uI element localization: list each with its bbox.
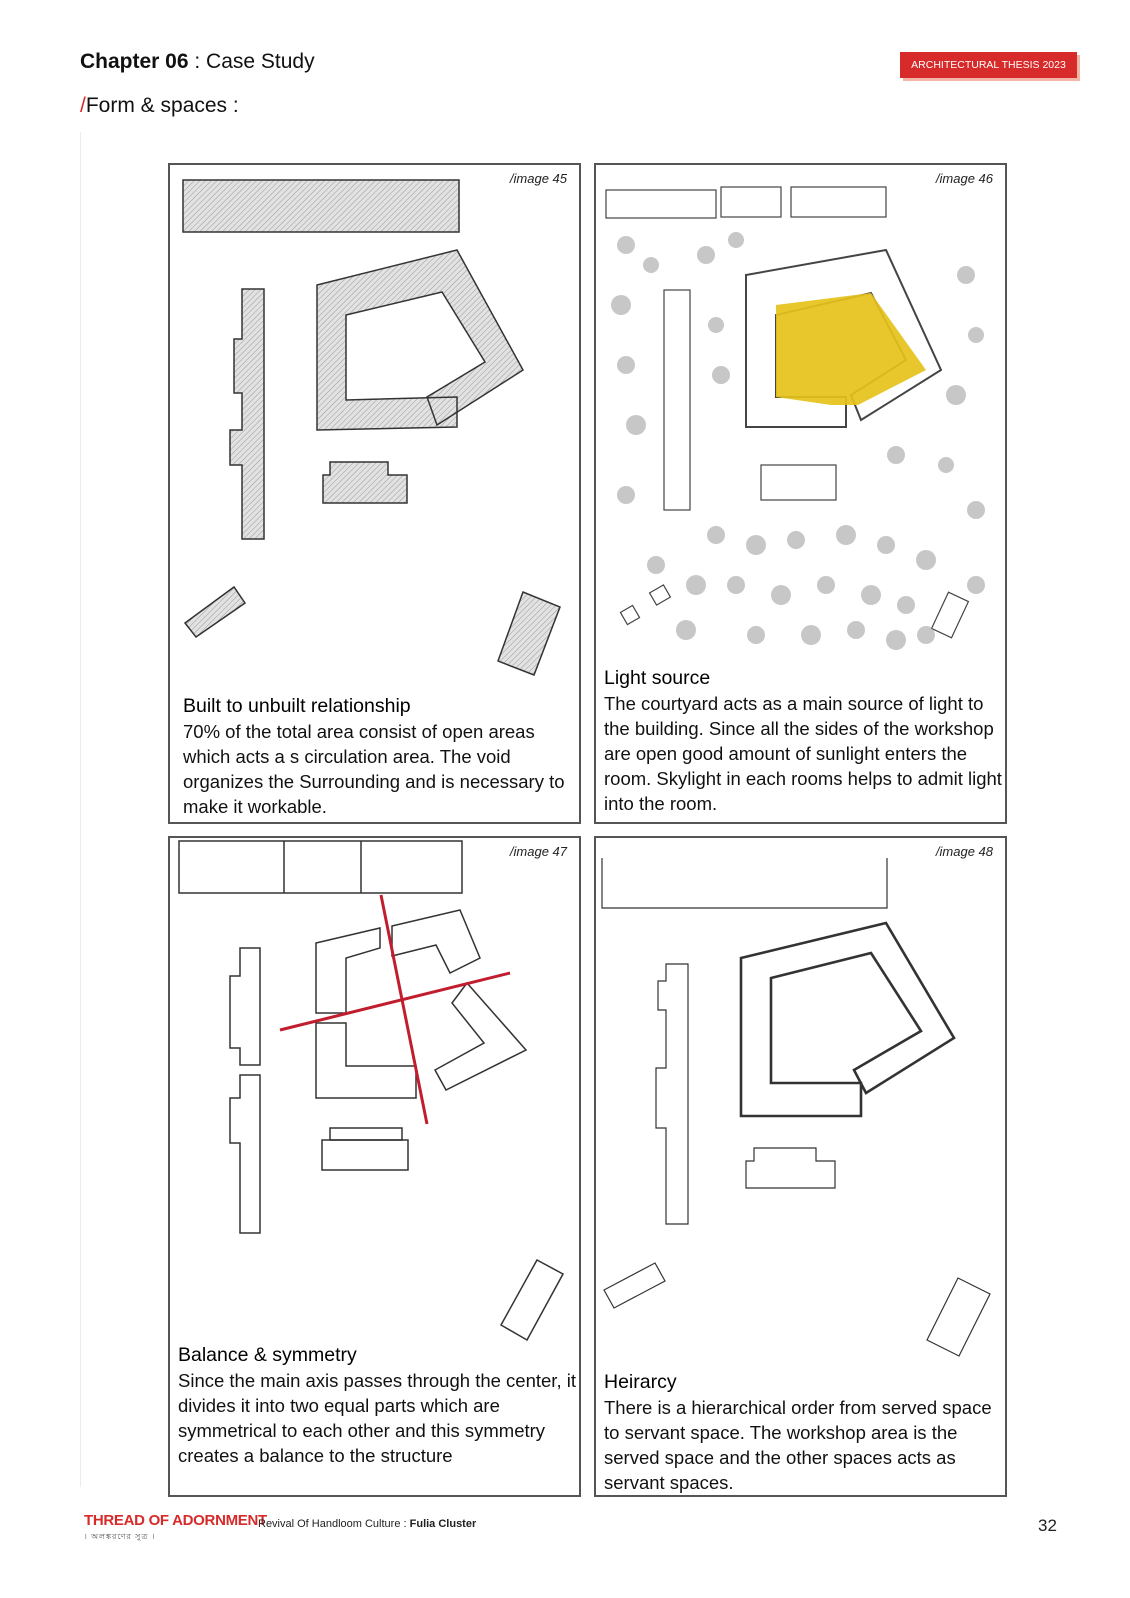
panel-hierarchy xyxy=(594,836,1007,1497)
small-block xyxy=(323,462,407,503)
chapter-heading xyxy=(80,50,315,74)
caption-title: Light source xyxy=(604,667,711,689)
caption-body: 70% of the total area consist of open areas which acts a s circulation area. The void organizes the Surrounding and is necessary to make it workable. xyxy=(183,721,565,817)
footer-tagline xyxy=(258,1518,476,1530)
small-block xyxy=(322,1140,408,1170)
quadrant-top-left xyxy=(316,928,380,1013)
caption xyxy=(604,665,1004,816)
caption xyxy=(178,1342,578,1468)
caption-body: There is a hierarchical order from served space to servant space. The workshop area is the served space and the other spaces acts as servant spaces. xyxy=(604,1397,992,1493)
plan-hut-3 xyxy=(932,592,969,638)
workshop-block xyxy=(317,250,523,430)
angled-block-right xyxy=(498,592,560,675)
brand-subtitle: । অলঙ্করণের সুত্র । xyxy=(84,1532,156,1541)
caption-title: Balance & symmetry xyxy=(178,1344,357,1366)
caption-body: Since the main axis passes through the center, it divides it into two equal parts which are symmetrical to each other and this symmetry creates a balance to the structure xyxy=(178,1370,576,1466)
small-block-top xyxy=(330,1128,402,1140)
symmetry-axis-horizontal xyxy=(280,973,510,1030)
quadrant-bottom-left xyxy=(316,1023,416,1098)
plan-building-1 xyxy=(606,190,716,218)
panel-built-unbuilt xyxy=(168,163,581,824)
plan-building-2 xyxy=(721,187,781,217)
side-block xyxy=(656,964,688,1224)
page-number: 32 xyxy=(1038,1516,1057,1535)
top-block xyxy=(183,180,459,232)
quadrant-bottom-right xyxy=(435,983,526,1090)
plan-hut-2 xyxy=(650,585,671,605)
plan-building-3 xyxy=(791,187,886,217)
image-label: /image 45 xyxy=(509,171,567,186)
image-label: /image 47 xyxy=(509,844,567,859)
caption-title: Built to unbuilt relationship xyxy=(183,695,411,717)
caption xyxy=(604,1369,1004,1495)
section-heading xyxy=(80,94,239,118)
tagline-bold: Fulia Cluster xyxy=(409,1518,477,1530)
margin-rule xyxy=(80,132,81,1487)
angled-block xyxy=(501,1260,563,1340)
angled-block-right xyxy=(927,1278,990,1356)
caption-body: The courtyard acts as a main source of light to the building. Since all the sides of the workshop are open good amount of sunlight enters the room. Skylight in each rooms helps to admit light into the room. xyxy=(604,693,1002,814)
plan-hut-1 xyxy=(620,605,639,624)
footer-logo xyxy=(84,1512,267,1544)
plan-building-4 xyxy=(761,465,836,500)
panel-light-source xyxy=(594,163,1007,824)
courtyard-highlight xyxy=(776,293,926,405)
side-block xyxy=(230,289,264,539)
tagline-text: Revival Of Handloom Culture : xyxy=(258,1518,410,1530)
section-slash: / xyxy=(80,94,86,117)
top-block-open xyxy=(602,858,887,908)
caption xyxy=(183,693,578,819)
workshop-block-bold xyxy=(741,923,954,1116)
chapter-number: Chapter 06 xyxy=(80,50,189,73)
angled-block-left xyxy=(604,1263,665,1308)
section-title: Form & spaces : xyxy=(85,94,239,117)
quadrant-top-right xyxy=(392,910,480,973)
image-label: /image 46 xyxy=(935,171,993,186)
image-label: /image 48 xyxy=(935,844,993,859)
brand-name: THREAD OF ADORNMENT xyxy=(84,1512,267,1529)
side-block-upper xyxy=(230,948,260,1065)
symmetry-axis-vertical xyxy=(381,895,427,1124)
angled-block-left xyxy=(185,587,245,637)
plan-building-long xyxy=(664,290,690,510)
small-block xyxy=(746,1148,835,1188)
thesis-badge: ARCHITECTURAL THESIS 2023 xyxy=(900,52,1077,78)
panel-balance-symmetry xyxy=(168,836,581,1497)
caption-title: Heirarcy xyxy=(604,1371,677,1393)
top-block xyxy=(179,841,462,893)
side-block-lower xyxy=(230,1075,260,1233)
chapter-title: : Case Study xyxy=(188,50,315,73)
